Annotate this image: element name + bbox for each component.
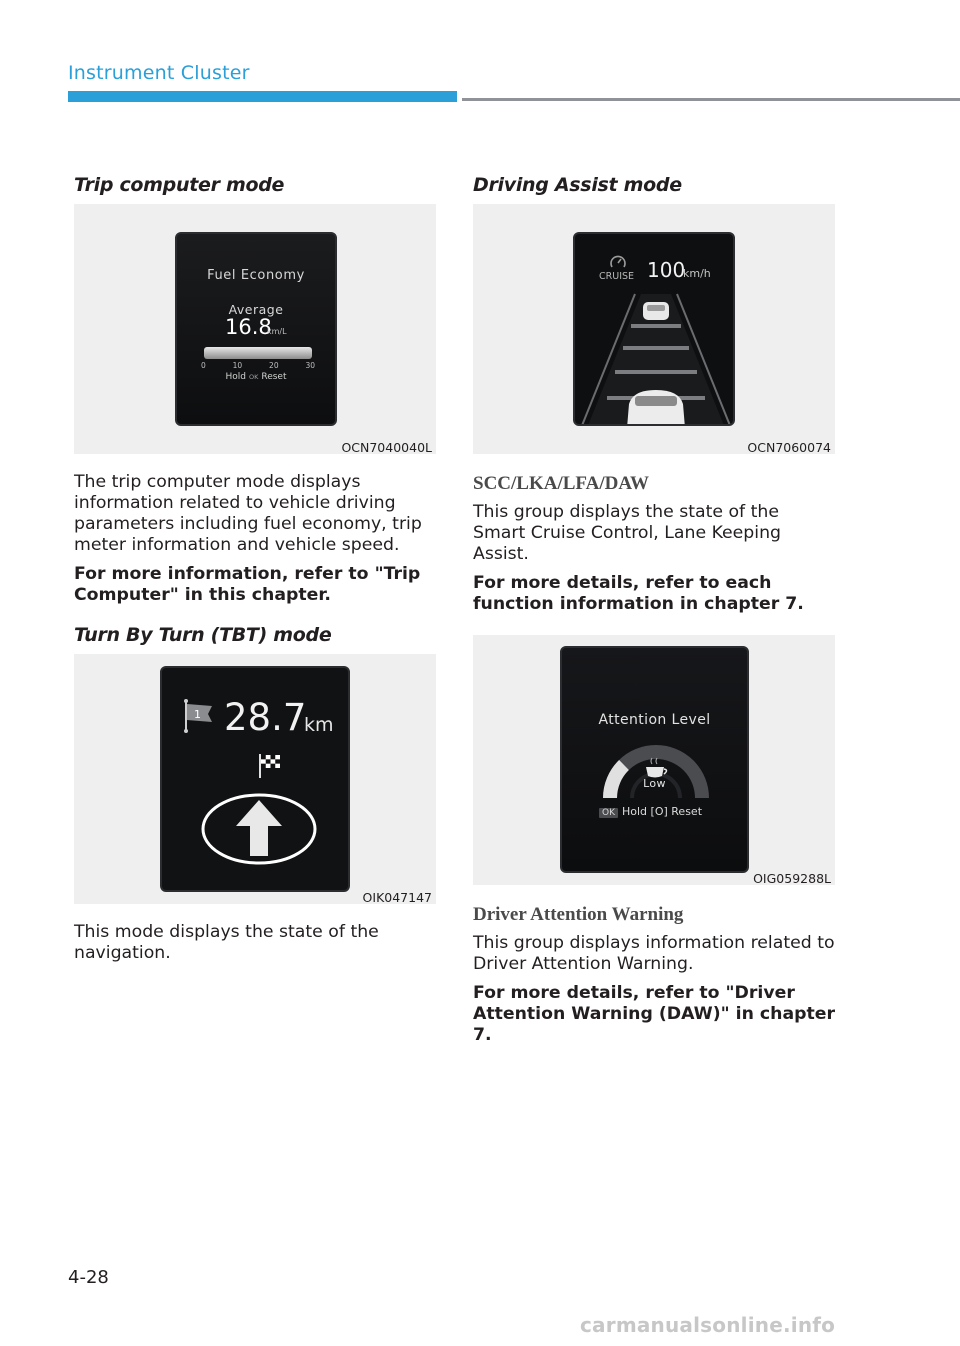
figure-caption: OCN7060074 [747, 440, 831, 455]
header-accent-bar [68, 91, 457, 102]
fuel-economy-value: 16.8 [225, 315, 272, 339]
body-text: This group displays information related to Driver Attention Warning. [473, 933, 835, 974]
figure-caption: OIG059288L [753, 871, 831, 886]
subheading-scc: SCC/LKA/LFA/DAW [473, 473, 649, 494]
own-vehicle-icon [627, 390, 685, 426]
section-heading-driving-assist: Driving Assist mode [473, 174, 682, 196]
hold-reset-hint [599, 805, 702, 818]
header-rule [462, 98, 960, 101]
straight-arrow-icon [200, 792, 318, 866]
ok-button-glyph: OK [599, 808, 618, 818]
hold-reset-hint [177, 372, 335, 382]
figure-driving-assist [473, 204, 835, 456]
hold-reset-label: Hold [O] Reset [622, 805, 703, 818]
page-number: 4-28 [68, 1267, 109, 1288]
ok-label: OK [248, 373, 259, 381]
fuel-economy-title: Fuel Economy [207, 268, 305, 283]
assist-cluster-screen [573, 232, 735, 426]
lane-road-graphic [575, 284, 735, 426]
hold-label: Hold [225, 372, 246, 382]
header-title: Instrument Cluster [68, 62, 250, 84]
set-speed: 100 [647, 258, 686, 282]
gauge-tick: 0 [201, 361, 206, 370]
tbt-distance: 28.7 [224, 696, 307, 739]
figure-attention [473, 635, 835, 887]
average-label: Average [228, 302, 284, 317]
watermark: carmanualsonline.info [580, 1313, 836, 1337]
tbt-distance-unit: km [304, 714, 334, 736]
tbt-figure-panel [74, 654, 436, 904]
figure-caption: OIK047147 [362, 890, 432, 905]
section-heading-trip: Trip computer mode [74, 174, 285, 196]
waypoint-number: 1 [194, 708, 201, 721]
attention-level-title: Attention Level [598, 712, 711, 728]
body-text: The trip computer mode displays information related to vehicle driving parameters including fuel economy, trip meter information and vehicle speed. [74, 472, 422, 555]
figure-tbt [74, 654, 436, 906]
checkered-flag-icon [258, 753, 282, 779]
attention-level-value: Low [643, 777, 666, 790]
left-column [74, 170, 436, 972]
note-text: For more information, refer to "Trip Computer" in this chapter. [74, 564, 421, 605]
body-text: This mode displays the state of the navigation. [74, 922, 379, 963]
section-heading-tbt: Turn By Turn (TBT) mode [74, 624, 332, 646]
tbt-cluster-screen [160, 666, 350, 892]
trip-figure-panel [74, 204, 436, 454]
attention-figure-panel [473, 635, 835, 885]
cruise-speedometer-icon [609, 254, 627, 270]
right-column [473, 170, 835, 1060]
lead-vehicle-icon [643, 302, 669, 320]
trip-cluster-screen [175, 232, 337, 426]
attention-level-gauge [602, 740, 710, 802]
cruise-label: CRUISE [599, 271, 635, 282]
assist-figure-panel [473, 204, 835, 454]
figure-caption: OCN7040040L [341, 440, 432, 455]
gauge-tick: 30 [305, 361, 315, 370]
note-text: For more details, refer to "Driver Attention Warning (DAW)" in chapter 7. [473, 983, 835, 1045]
gauge-tick: 10 [232, 361, 243, 370]
figure-trip [74, 204, 436, 456]
gauge-ticks [201, 361, 315, 370]
gauge-tick: 20 [269, 361, 279, 370]
fuel-economy-gauge [204, 347, 312, 359]
fuel-economy-unit: km/L [267, 327, 287, 336]
reset-label: Reset [261, 372, 287, 382]
subheading-daw: Driver Attention Warning [473, 904, 684, 925]
attention-cluster-screen [560, 646, 749, 873]
waypoint-flag-icon [182, 698, 216, 734]
body-text: This group displays the state of the Smart Cruise Control, Lane Keeping Assist. [473, 502, 781, 564]
note-text: For more details, refer to each function information in chapter 7. [473, 573, 804, 614]
set-speed-unit: km/h [683, 267, 711, 280]
